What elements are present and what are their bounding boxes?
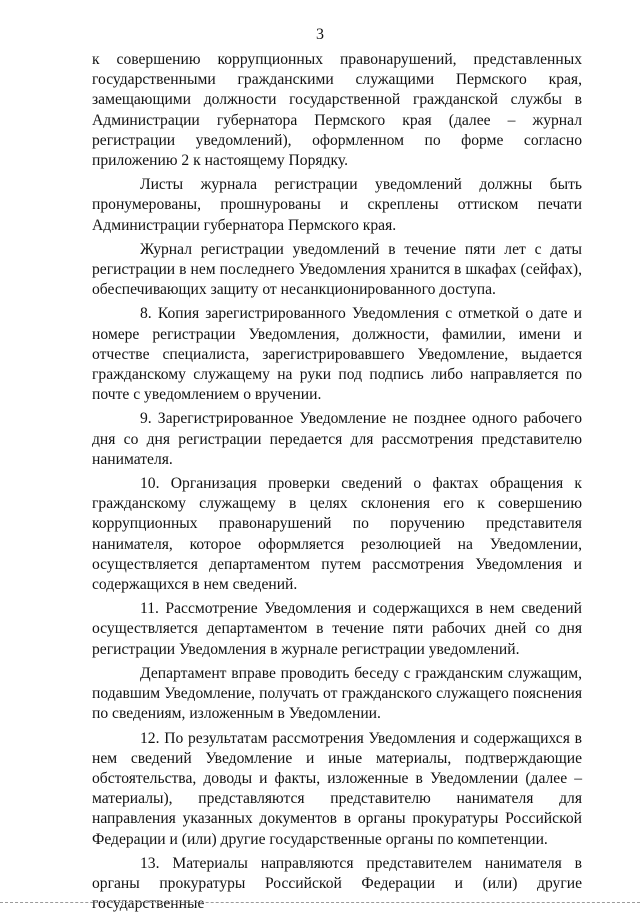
- paragraph-item-11: 11. Рассмотрение Уведомления и содержащихся в нем сведений осуществляется департаментом в течение пяти рабочих дней со дня регистрации Уведомления в журнале регистрации уведомлений.: [92, 600, 582, 658]
- page-number: 3: [316, 26, 324, 43]
- paragraph-item-9: 9. Зарегистрированное Уведомление не позднее одного рабочего дня со дня регистрации передается для рассмотрения представителю нанимателя.: [92, 410, 582, 468]
- paragraph-department-right: Департамент вправе проводить беседу с гражданским служащим, подавшим Уведомление, получать от гражданского служащего пояснения по сведениям, изложенным в Уведомлении.: [92, 664, 582, 723]
- paragraph-item-10: 10. Организация проверки сведений о фактах обращения к гражданскому служащему в целях склонения его к совершению коррупционных правонарушений по поручению представителя нанимателя, которое оформляется резолюцией на Уведомлении, осуществляется департаментом путем рассмотрения Уведомления и содержащихся в нем сведений.: [92, 475, 582, 594]
- paragraph-continuation: к совершению коррупционных правонарушений, представленных государственными гражданскими служащими Пермского края, замещающими должности государственной гражданской службы в Администрации губернатора Пермского края (далее – журнал регистрации уведомлений), оформленном по форме согласно приложению 2 к настоящему Порядку.: [92, 51, 582, 170]
- paragraph-item-8: 8. Копия зарегистрированного Уведомления с отметкой о дате и номере регистрации Уведомления, должности, фамилии, имени и отчестве специалиста, зарегистрировавшего Уведомление, выдается гражданскому служащему на руки под подпись либо направляется по почте с уведомлением о вручении.: [92, 305, 582, 404]
- paragraph-item-13: 13. Материалы направляются представителем нанимателя в органы прокуратуры Российской Федерации и (или) другие государственные: [92, 854, 582, 913]
- paragraph-journal-sheets: Листы журнала регистрации уведомлений должны быть пронумерованы, прошнурованы и скреплены оттиском печати Администрации губернатора Пермского края.: [92, 176, 582, 234]
- paragraph-journal-storage: Журнал регистрации уведомлений в течение пяти лет с даты регистрации в нем последнего Уведомления хранится в шкафах (сейфах), обеспечивающих защиту от несанкционированного доступа.: [92, 240, 582, 299]
- paragraph-item-12: 12. По результатам рассмотрения Уведомления и содержащихся в нем сведений Уведомление и иные материалы, подтверждающие обстоятельства, доводы и факты, изложенные в Уведомлении (далее – материалы), представляются представителю нанимателя для направления указанных документов в органы прокуратуры Российской Федерации и (или) другие государственные органы по компетенции.: [92, 729, 582, 848]
- document-body: [92, 50, 582, 918]
- scan-edge-line: [0, 902, 640, 903]
